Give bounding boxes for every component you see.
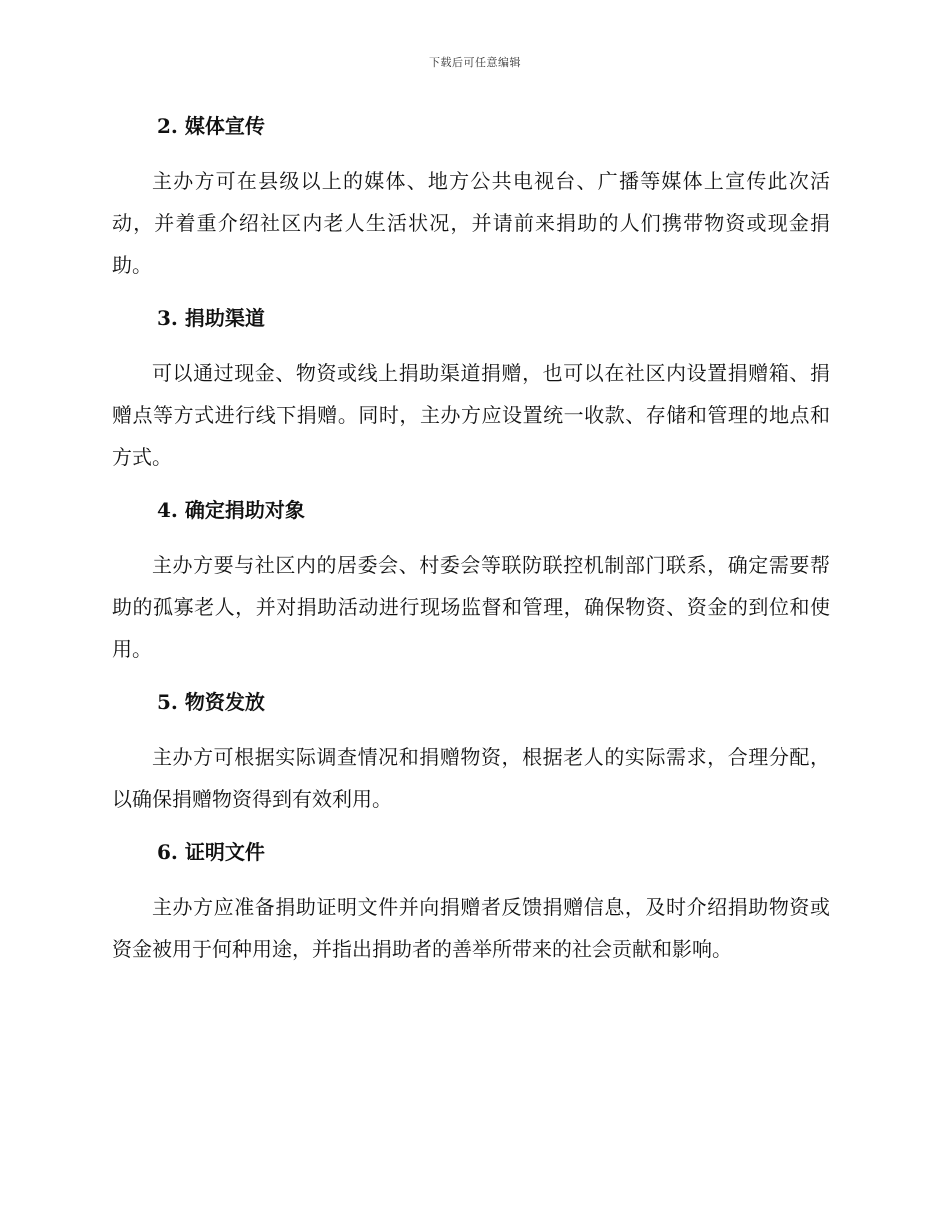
section-paragraph: 主办方要与社区内的居委会、村委会等联防联控机制部门联系，确定需要帮助的孤寡老人，并对捐助活动进行现场监督和管理，确保物资、资金的到位和使用。 bbox=[112, 553, 830, 661]
section-paragraph: 主办方可在县级以上的媒体、地方公共电视台、广播等媒体上宣传此次活动，并着重介绍社区内老人生活状况，并请前来捐助的人们携带物资或现金捐助。 bbox=[112, 169, 830, 277]
section-donation-channels bbox=[112, 298, 830, 478]
section-paragraph: 主办方可根据实际调查情况和捐赠物资，根据老人的实际需求，合理分配，以确保捐赠物资得到有效利用。 bbox=[112, 745, 830, 811]
section-title: 4. 确定捐助对象 bbox=[157, 498, 305, 522]
section-distribution bbox=[112, 682, 830, 820]
section-title: 2. 媒体宣传 bbox=[157, 114, 265, 138]
section-paragraph: 主办方应准备捐助证明文件并向捐赠者反馈捐赠信息，及时介绍捐助物资或资金被用于何种用途，并指出捐助者的善举所带来的社会贡献和影响。 bbox=[112, 895, 830, 961]
section-title: 5. 物资发放 bbox=[157, 690, 265, 714]
page-header: 下载后可任意编辑 bbox=[429, 56, 521, 69]
section-recipients bbox=[112, 490, 830, 670]
document-body bbox=[112, 106, 830, 982]
section-paragraph: 可以通过现金、物资或线上捐助渠道捐赠，也可以在社区内设置捐赠箱、捐赠点等方式进行线下捐赠。同时，主办方应设置统一收款、存储和管理的地点和方式。 bbox=[112, 361, 830, 469]
section-title: 3. 捐助渠道 bbox=[157, 306, 265, 330]
section-media-promotion bbox=[112, 106, 830, 286]
section-title: 6. 证明文件 bbox=[157, 840, 265, 864]
section-certificates bbox=[112, 832, 830, 970]
